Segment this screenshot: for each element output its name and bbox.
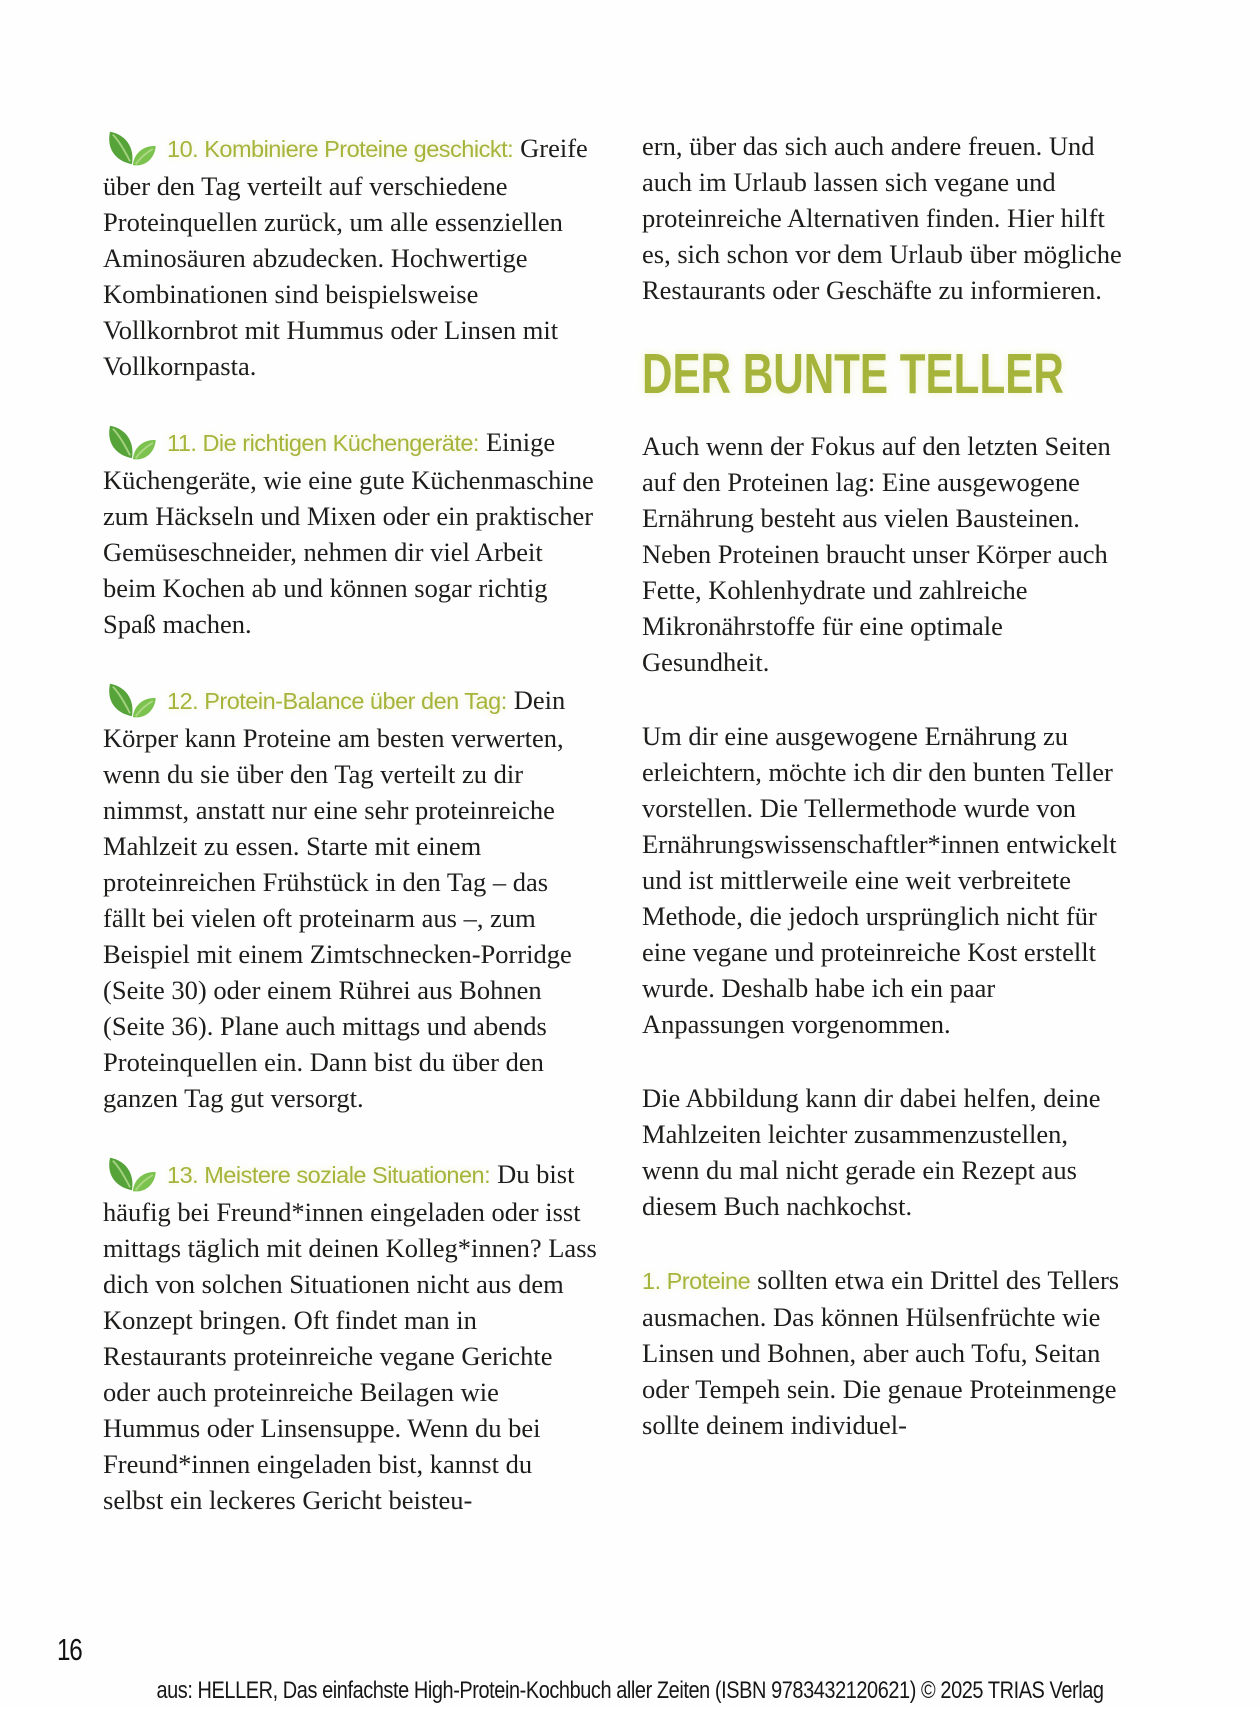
right-column	[642, 128, 1126, 1481]
tip-item	[103, 422, 597, 642]
tip-label: 10. Kombiniere Proteine geschickt:	[167, 136, 514, 162]
tip-text: Dein Körper kann Proteine am besten verwerten, wenn du sie über den Tag verteilt zu dir nimmst, anstatt nur eine sehr proteinreiche Mahlzeit zu essen. Starte mit einem proteinreichen Frühstück in den Tag – das fällt bei vielen oft proteinarm aus –, zum Beispiel mit einem Zimtschnecken-Porridge (Seite 30) oder einem Rührei aus Bohnen (Seite 36). Plane auch mittags und abends Proteinquellen ein. Dann bist du über den ganzen Tag gut versorgt.	[103, 685, 572, 1113]
numbered-item-text: sollten etwa ein Drittel des Tellers ausmachen. Das können Hülsenfrüchte wie Linsen und Bohnen, aber auch Tofu, Seitan oder Tempeh sein. Die genaue Proteinmenge sollte deinem individuel-	[642, 1265, 1120, 1440]
leaf-icon	[103, 680, 157, 720]
tip-item	[103, 1154, 597, 1518]
left-column	[103, 128, 597, 1556]
body-paragraph: Um dir eine ausgewogene Ernährung zu erleichtern, möchte ich dir den bunten Teller vorstellen. Die Tellermethode wurde von Ernährungswissenschaftler*innen entwickelt und ist mittlerweile eine weit verbreitete Methode, die jedoch ursprünglich nicht für eine vegane und proteinreiche Kost erstellt wurde. Deshalb habe ich ein paar Anpassungen vorgenommen.	[642, 721, 1117, 1039]
body-paragraph: Auch wenn der Fokus auf den letzten Seiten auf den Proteinen lag: Eine ausgewogene Ernährung besteht aus vielen Bausteinen. Neben Proteinen braucht unser Körper auch Fette, Kohlenhydrate und zahlreiche Mikronährstoffe für eine optimale Gesundheit.	[642, 431, 1111, 677]
tip-text: Einige Küchengeräte, wie eine gute Küchenmaschine zum Häckseln und Mixen oder ein praktischer Gemüseschneider, nehmen dir viel Arbeit beim Kochen ab und können sogar richtig Spaß machen.	[103, 427, 594, 639]
tip-item	[103, 680, 597, 1116]
tip-item	[103, 128, 597, 384]
tip-text: Greife über den Tag verteilt auf verschiedene Proteinquellen zurück, um alle essenziellen Aminosäuren abzudecken. Hochwertige Kombinationen sind beispielsweise Vollkornbrot mit Hummus oder Linsen mit Vollkornpasta.	[103, 133, 588, 381]
tip-text: Du bist häufig bei Freund*innen eingeladen oder isst mittags täglich mit deinen Kolleg*innen? Lass dich von solchen Situationen nicht aus dem Konzept bringen. Oft findet man in Restaurants proteinreiche vegane Gerichte oder auch proteinreiche Beilagen wie Hummus oder Linsensuppe. Wenn du bei Freund*innen eingeladen bist, kannst du selbst ein leckeres Gericht beisteu-	[103, 1159, 597, 1515]
body-paragraph: ern, über das sich auch andere freuen. Und auch im Urlaub lassen sich vegane und proteinreiche Alternativen finden. Hier hilft es, sich schon vor dem Urlaub über mögliche Restaurants oder Geschäfte zu informieren.	[642, 131, 1122, 305]
page-number: 16	[57, 1632, 82, 1667]
tip-label: 13. Meistere soziale Situationen:	[167, 1162, 491, 1188]
leaf-icon	[103, 128, 157, 168]
numbered-item-label: 1. Proteine	[642, 1268, 751, 1294]
tip-label: 12. Protein-Balance über den Tag:	[167, 688, 507, 714]
leaf-icon	[103, 422, 157, 462]
leaf-icon	[103, 1154, 157, 1194]
footer-credit: aus: HELLER, Das einfachste High-Protein-Kochbuch aller Zeiten (ISBN 9783432120621) © 2025 TRIAS Verlag	[156, 1677, 1104, 1704]
tip-label: 11. Die richtigen Küchengeräte:	[167, 430, 479, 456]
section-heading: DER BUNTE TELLER	[642, 342, 1064, 406]
body-paragraph: Die Abbildung kann dir dabei helfen, deine Mahlzeiten leichter zusammenzustellen, wenn du mal nicht gerade ein Rezept aus diesem Buch nachkochst.	[642, 1083, 1101, 1221]
numbered-item	[642, 1262, 1126, 1443]
